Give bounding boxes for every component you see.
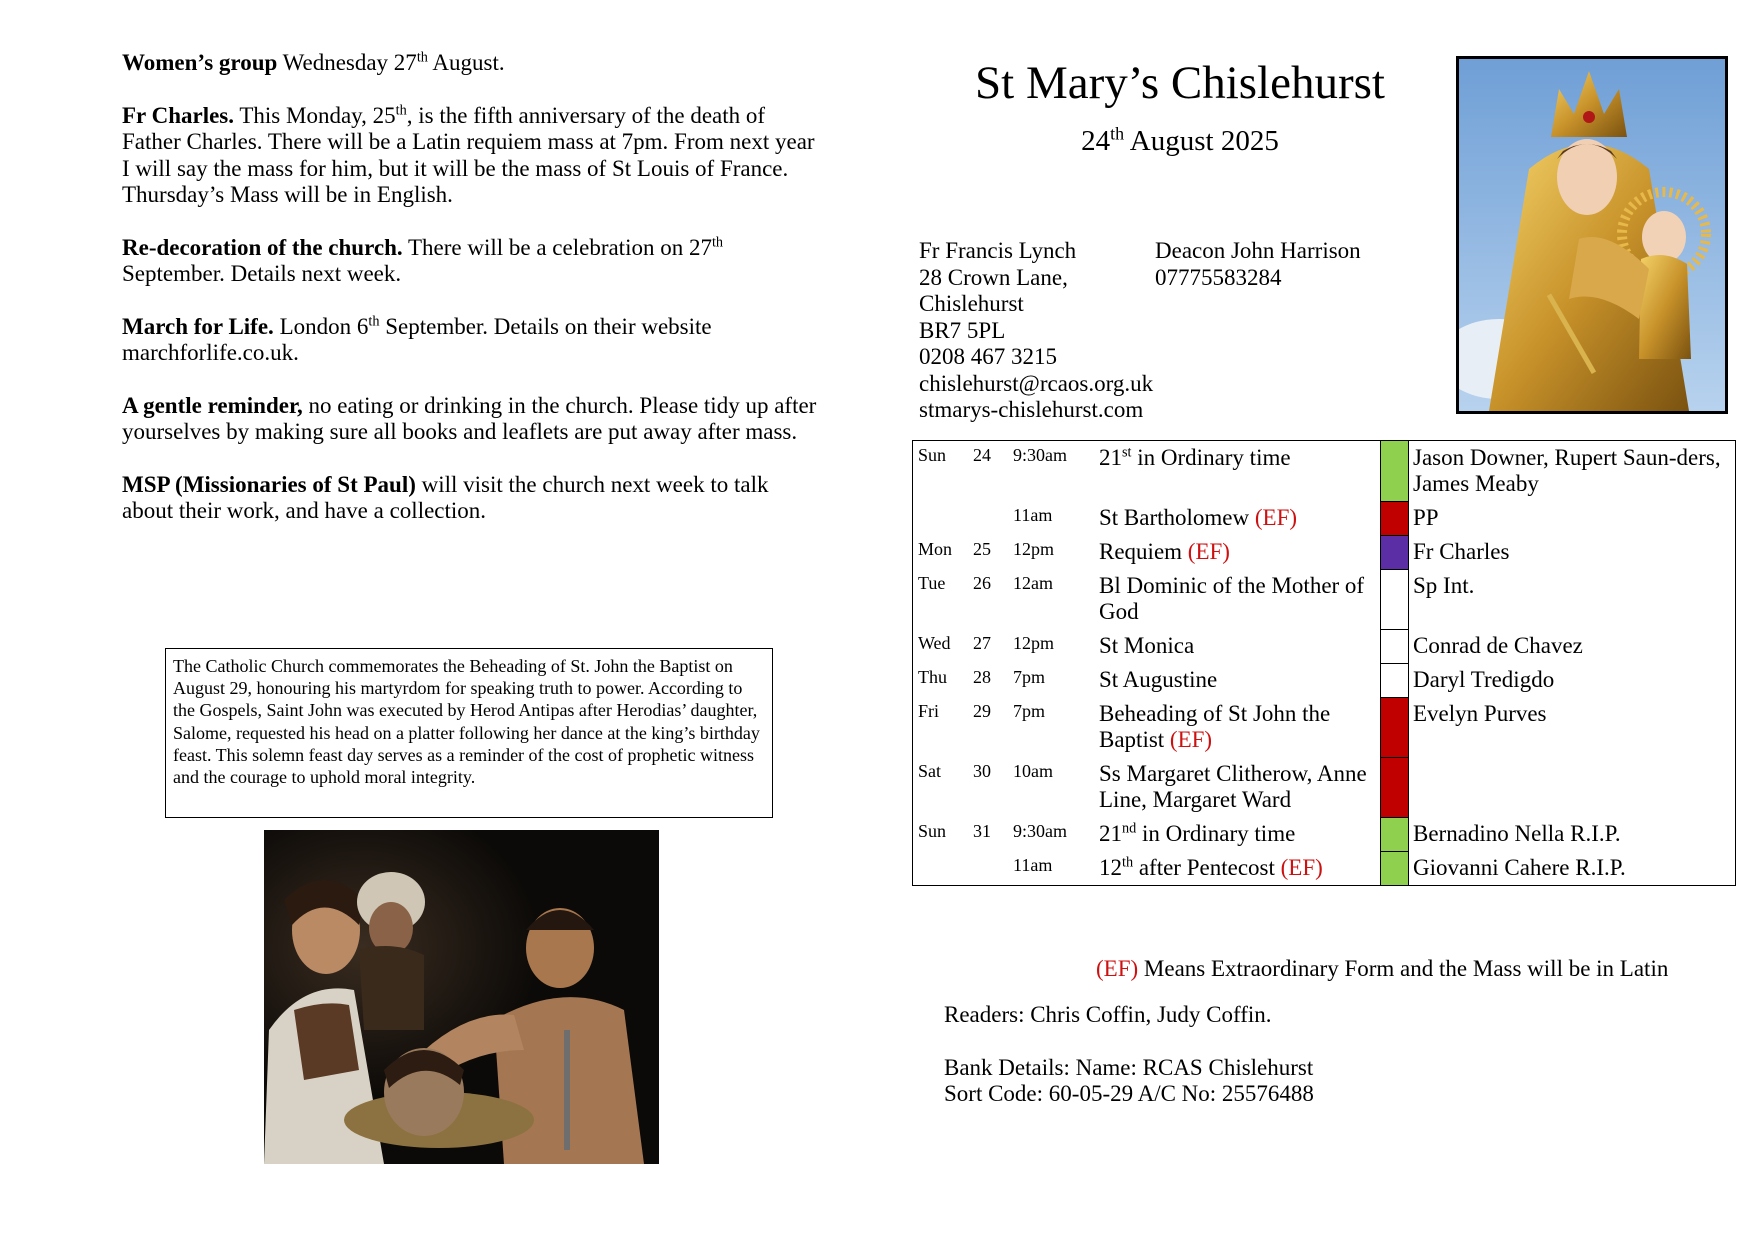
ef-legend-tag: (EF) [1096,956,1139,981]
notice-heading: Women’s group [122,50,278,75]
feast-ordinal: th [1122,854,1134,871]
feast-name-rest: in Ordinary time [1136,821,1296,846]
feast-ordinal: nd [1122,820,1137,837]
notice-text: no eating or drinking in the church. Please tidy up after yourselves by making sure all books and leaflets are put away after mass. [122,392,817,444]
date-rest: August 2025 [1124,125,1279,157]
notice-item [122,103,822,209]
schedule-date: 28 [973,667,991,687]
schedule-day [913,851,974,886]
mass-intention: Giovanni Cahere R.I.P. [1413,855,1626,880]
schedule-row [913,629,1736,663]
schedule-day: Sat [918,761,942,781]
schedule-day: Fri [918,701,940,721]
liturgical-color-swatch [1381,757,1409,817]
deacon-contact-line: Deacon John Harrison [1155,238,1361,263]
notice-item [122,314,822,367]
mass-intention: PP [1413,505,1439,530]
schedule-row [913,851,1736,886]
liturgical-color-swatch [1381,569,1409,629]
priest-contact [919,238,1153,424]
schedule-day: Mon [918,539,953,559]
schedule-time: 12pm [1013,539,1055,559]
salome-painting-image [264,830,659,1164]
schedule-feast [1099,697,1381,757]
schedule-time: 12pm [1013,633,1055,653]
bank-details [944,1055,1314,1107]
liturgical-color-swatch [1381,817,1409,851]
feast-name: St Bartholomew [1099,505,1250,530]
liturgical-color-swatch [1381,629,1409,663]
notice-item [122,235,822,288]
priest-contact-line: BR7 5PL [919,317,1006,343]
deacon-contact-line: 07775583284 [1155,264,1282,290]
liturgical-color-swatch [1381,441,1409,502]
schedule-feast [1099,851,1381,886]
notice-heading: MSP (Missionaries of St Paul) [122,471,416,497]
notice-ordinal: th [368,312,380,329]
feast-name: 21 [1099,821,1122,846]
schedule-row [913,757,1736,817]
date-suffix: th [1110,123,1125,144]
schedule-feast [1099,663,1381,697]
notice-text-rest: August. [427,50,505,75]
notice-heading: A gentle reminder, [122,392,303,418]
liturgical-color-swatch [1381,851,1409,886]
schedule-row [913,817,1736,851]
notice-text: There will be a celebration on 27 [402,234,712,260]
schedule-date [973,501,1013,535]
schedule-date: 25 [973,539,991,559]
ef-tag: (EF) [1280,855,1323,880]
schedule-date: 27 [973,633,991,653]
ef-legend-text: Means Extraordinary Form and the Mass will be in Latin [1138,956,1669,981]
feast-name: Requiem [1099,539,1183,564]
feast-name-rest: in Ordinary time [1131,445,1291,470]
notice-text-rest: September. Details on their website marchforlife.co.uk. [122,313,712,365]
feast-name-rest: after Pentecost [1133,855,1275,880]
madonna-illustration-icon [1459,59,1725,411]
schedule-row [913,569,1736,629]
schedule-date [973,851,1013,886]
schedule-time: 9:30am [1013,445,1067,465]
priest-contact-line: 0208 467 3215 [919,344,1057,369]
bank-details-name: Bank Details: Name: RCAS Chislehurst [944,1055,1314,1080]
notice-text: will visit the church next week to talk about their work, and have a collection. [122,471,769,523]
feast-name: St Augustine [1099,667,1218,692]
schedule-time: 12am [1013,573,1053,593]
liturgical-color-swatch [1381,697,1409,757]
church-title: St Mary’s Chislehurst [975,57,1385,109]
schedule-feast [1099,569,1381,629]
ef-tag: (EF) [1169,727,1213,752]
ef-legend [1096,956,1668,982]
mass-intention: Fr Charles [1413,539,1510,564]
liturgical-color-swatch [1381,663,1409,697]
notice-ordinal: th [416,49,428,66]
schedule-date: 30 [973,761,991,781]
notice-text-rest: September. Details next week. [122,261,402,286]
mass-intention: Jason Downer, Rupert Saun-ders, James Meaby [1413,445,1721,496]
mass-intention: Conrad de Chavez [1413,633,1583,658]
mass-intention: Bernadino Nella R.I.P. [1413,821,1621,846]
mass-intention: Daryl Tredigdo [1413,667,1555,692]
schedule-row [913,501,1736,535]
notice-text-rest: , is the fifth anniversary of the death of Father Charles. There will be a Latin requiem mass at 7pm. From next year I will say the mass for him, but it will be the mass of St Louis of France. Thursday’s Mass will be in English. [122,102,815,207]
priest-contact-line: Chislehurst [919,291,1024,316]
liturgical-color-swatch [1381,535,1409,569]
schedule-feast [1099,629,1381,663]
notice-heading: Fr Charles. [122,102,235,128]
mass-intention: Evelyn Purves [1413,701,1547,726]
notice-item [122,50,822,77]
schedule-row [913,663,1736,697]
madonna-statue-image [1456,56,1728,414]
schedule-feast [1099,441,1381,502]
schedule-feast [1099,817,1381,851]
notice-item [122,472,822,525]
priest-contact-line: 28 Crown Lane, [919,264,1068,290]
date-day: 24 [1081,125,1111,157]
feast-name: Bl Dominic of the Mother of God [1099,573,1365,624]
feast-name: 12 [1099,855,1122,880]
priest-contact-line: Fr Francis Lynch [919,238,1077,263]
notice-ordinal: th [395,101,407,118]
mass-intention: Sp Int. [1413,573,1475,598]
schedule-time: 10am [1013,761,1053,781]
mass-schedule [912,440,1736,886]
priest-contact-line: chislehurst@rcaos.org.uk [919,370,1154,396]
schedule-day: Sun [918,445,947,465]
ef-tag: (EF) [1254,505,1298,530]
schedule-day [913,501,974,535]
schedule-feast [1099,757,1381,817]
feast-info-text: The Catholic Church commemorates the Beheading of St. John the Baptist on August 29, honouring his martyrdom for speaking truth to power. According to the Gospels, Saint John was executed by Herod Antipas after Herodias’ daughter, Salome, requested his head on a platter following her dance at the king’s birthday feast. This solemn feast day serves as a reminder of the cost of prophetic witness and the courage to uphold moral integrity. [173,656,760,788]
schedule-date: 29 [973,701,991,721]
schedule-date: 24 [973,445,991,465]
schedule-feast [1099,535,1381,569]
notice-item [122,393,822,446]
parish-notices [122,50,822,551]
feast-name: Ss Margaret Clitherow, Anne Line, Margaret Ward [1099,761,1367,812]
schedule-date: 26 [973,573,991,593]
priest-contact-line: stmarys-chislehurst.com [919,397,1144,422]
bank-details-account: Sort Code: 60-05-29 A/C No: 25576488 [944,1081,1314,1106]
notice-heading: March for Life. [122,313,274,339]
painting-illustration-icon [264,830,659,1164]
notice-text: This Monday, 25 [234,102,396,128]
deacon-contact [1155,238,1361,291]
schedule-time: 9:30am [1013,821,1067,841]
schedule-time: 11am [1013,855,1053,875]
schedule-day: Tue [918,573,946,593]
schedule-row [913,441,1736,502]
feast-name: Beheading of St John the Baptist [1099,701,1331,752]
liturgical-color-swatch [1381,501,1409,535]
mass-intention [1409,757,1736,817]
schedule-day: Sun [918,821,947,841]
schedule-row [913,697,1736,757]
feast-name: 21 [1099,445,1122,470]
mass-schedule-table [912,440,1736,886]
notice-heading: Re-decoration of the church. [122,234,403,260]
schedule-row [913,535,1736,569]
schedule-time: 7pm [1013,701,1046,721]
schedule-feast [1099,501,1381,535]
notice-text: Wednesday 27 [277,50,417,75]
schedule-time: 7pm [1013,667,1046,687]
schedule-day: Thu [918,667,947,687]
schedule-date: 31 [973,821,991,841]
bulletin-date [905,124,1455,158]
feast-name: St Monica [1099,633,1195,658]
feast-info-box [165,648,773,818]
notice-ordinal: th [711,233,724,250]
feast-ordinal: st [1122,444,1132,461]
notice-text: London 6 [273,313,369,339]
readers-line: Readers: Chris Coffin, Judy Coffin. [944,1002,1272,1027]
ef-tag: (EF) [1187,539,1230,564]
schedule-day: Wed [918,633,951,653]
schedule-time: 11am [1013,505,1053,525]
